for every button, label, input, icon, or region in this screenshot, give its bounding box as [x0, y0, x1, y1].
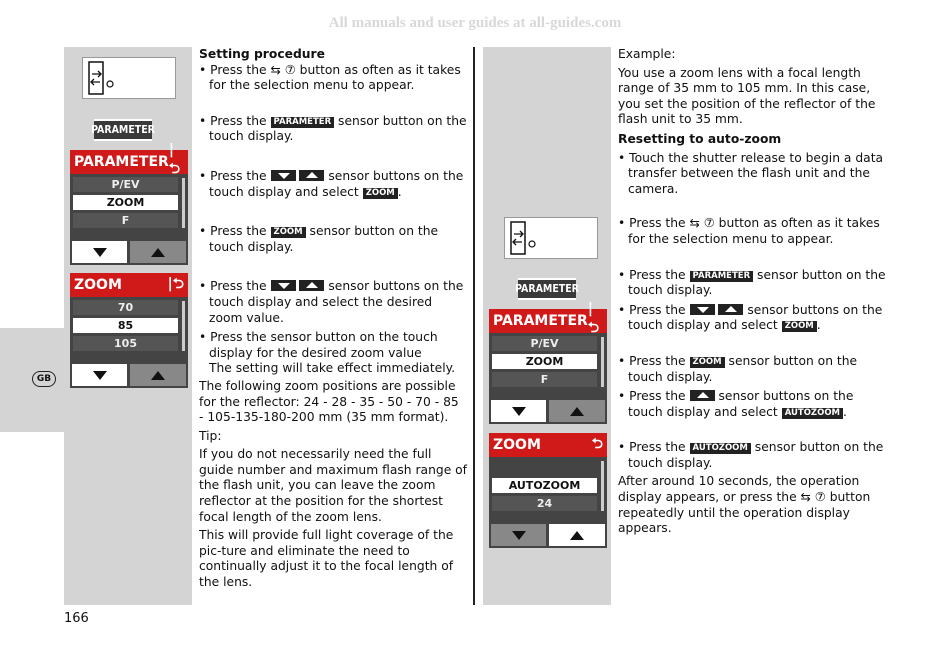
up-button[interactable] [130, 241, 186, 263]
menu-item-zoom[interactable]: ZOOM [492, 354, 597, 369]
example-label: Example: [618, 47, 676, 61]
down-button[interactable] [72, 364, 127, 386]
reset-step-2: • Press the ⇆ ⑦ button as often as it takes for the selection menu to appear. [618, 216, 880, 246]
reset-step-3: • Press the PARAMETER sensor button on the touch display. [618, 267, 886, 298]
menu-item-f[interactable]: F [492, 372, 597, 387]
down-arrow-icon [93, 371, 107, 380]
step-6: • Press the sensor button on the touch display for the desired zoom value [199, 330, 438, 360]
zoom-badge: ZOOM [363, 188, 398, 199]
step-1: • Press the ⇆ ⑦ button as often as it takes for the selection menu to appear. [199, 62, 461, 93]
right-text [618, 47, 888, 537]
zoom-screen-title: ZOOM [493, 437, 541, 453]
parameter-screen-title: PARAMETER [74, 154, 169, 170]
up-button[interactable] [130, 364, 186, 386]
zoom-value-70[interactable]: 70 [73, 300, 178, 315]
zoom-badge: ZOOM [271, 227, 306, 238]
section-heading: Setting procedure [199, 47, 325, 61]
down-button[interactable] [72, 241, 127, 263]
parameter-screen [489, 301, 607, 424]
parameter-screen [70, 142, 188, 265]
return-icon[interactable]: |⮌ [168, 142, 181, 177]
return-icon[interactable]: |⮌ [167, 276, 184, 292]
reset-step-7: • Press the AUTOZOOM sensor button on the touch display. [618, 440, 884, 470]
menu-item-pev[interactable]: P/EV [492, 336, 597, 351]
reset-step-5: • Press the ZOOM sensor button on the touch display. [618, 353, 858, 384]
flash-unit-icon [82, 57, 176, 99]
zoom-screen-title: ZOOM [74, 277, 122, 293]
zoom-value-105[interactable]: 105 [73, 336, 178, 351]
menu-item-autozoom[interactable]: AUTOZOOM [492, 478, 597, 493]
down-button[interactable] [491, 400, 546, 422]
step-6-note: The setting will take effect immediately. [209, 361, 456, 376]
down-arrow-icon [93, 248, 107, 257]
down-button[interactable] [491, 524, 546, 546]
reset-step-6: • Press the sensor buttons on the touch display and select AUTOZOOM . [618, 389, 854, 419]
scrollbar[interactable] [182, 301, 185, 351]
step-3: • Press the sensor buttons on the touch display and select ZOOM . [199, 168, 464, 199]
scrollbar[interactable] [601, 337, 604, 387]
reset-step-1: • Touch the shutter release to begin a data transfer between the flash unit and the camera. [618, 150, 884, 196]
scrollbar[interactable] [601, 461, 604, 511]
parameter-button[interactable]: PARAMETER [518, 278, 576, 300]
zoom-positions: The following zoom positions are possible for the reflector: 24 - 28 - 35 - 50 - 70 - 85 - 105-135-180-200 mm (35 mm format). [199, 378, 459, 425]
column-divider [473, 47, 475, 605]
zoom-value-85[interactable]: 85 [73, 318, 178, 333]
scrollbar[interactable] [182, 178, 185, 228]
step-2: • Press the PARAMETER sensor button on the touch display. [199, 113, 467, 144]
parameter-screen-title: PARAMETER [493, 313, 588, 329]
menu-item-pev[interactable]: P/EV [73, 177, 178, 192]
up-arrow-icon [570, 407, 584, 416]
up-button[interactable] [549, 400, 605, 422]
zoom-badge: ZOOM [782, 321, 817, 332]
down-arrow-icon [512, 407, 526, 416]
up-key-icon [299, 170, 324, 181]
up-key-icon [690, 390, 715, 401]
up-arrow-icon [151, 371, 165, 380]
reset-step-4: • Press the sensor buttons on the touch display and select ZOOM . [618, 302, 883, 333]
up-button[interactable] [549, 524, 605, 546]
return-icon[interactable]: ⮌ [591, 436, 603, 452]
tip-text: If you do not necessarily need the full guide number and maximum flash range of the flash unit, you can leave the zoom reflector at the position for the shortest focal length of the zoom lens. [199, 447, 468, 524]
page-number: 166 [64, 611, 89, 626]
zoom-screen [70, 273, 188, 388]
tip-label: Tip: [199, 428, 222, 443]
step-5: • Press the sensor buttons on the touch display and select the desired zoom value. [199, 279, 464, 325]
up-key-icon [718, 304, 743, 315]
zoom-badge: ZOOM [690, 357, 725, 368]
up-arrow-icon [151, 248, 165, 257]
section-heading: Resetting to auto-zoom [618, 131, 782, 146]
parameter-button[interactable]: PARAMETER [94, 119, 152, 141]
example-text: You use a zoom lens with a focal length range of 35 mm to 105 mm. In this case, you set the position of the reflector of the flash unit to 35 mm. [618, 65, 876, 127]
zoom-value-24[interactable]: 24 [492, 496, 597, 511]
left-figure-column [64, 47, 192, 605]
language-badge: GB [32, 371, 56, 387]
tip-text-2: This will provide full light coverage of the pic-ture and eliminate the need to continually adjust it to the focal length of the lens. [199, 528, 454, 590]
autozoom-screen [489, 433, 607, 548]
up-arrow-icon [570, 531, 584, 540]
parameter-badge: PARAMETER [271, 117, 335, 128]
down-key-icon [690, 304, 715, 315]
down-key-icon [271, 170, 296, 181]
menu-item-zoom[interactable]: ZOOM [73, 195, 178, 210]
flash-unit-icon [504, 217, 598, 259]
parameter-badge: PARAMETER [690, 271, 754, 282]
down-key-icon [271, 280, 296, 291]
right-figure-column [483, 47, 611, 605]
autozoom-badge: AUTOZOOM [782, 408, 843, 419]
return-icon[interactable]: |⮌ [587, 301, 600, 336]
left-text [199, 47, 467, 591]
watermark: All manuals and user guides at all-guides.com [328, 15, 622, 31]
up-key-icon [299, 280, 324, 291]
empty-item [492, 460, 597, 475]
menu-item-f[interactable]: F [73, 213, 178, 228]
step-4: • Press the ZOOM sensor button on the touch display. [199, 224, 439, 254]
autozoom-badge: AUTOZOOM [690, 443, 751, 454]
down-arrow-icon [512, 531, 526, 540]
closing-text: After around 10 seconds, the operation display appears, or press the ⇆ ⑦ button repeatedly until the operation display appears. [618, 474, 871, 536]
